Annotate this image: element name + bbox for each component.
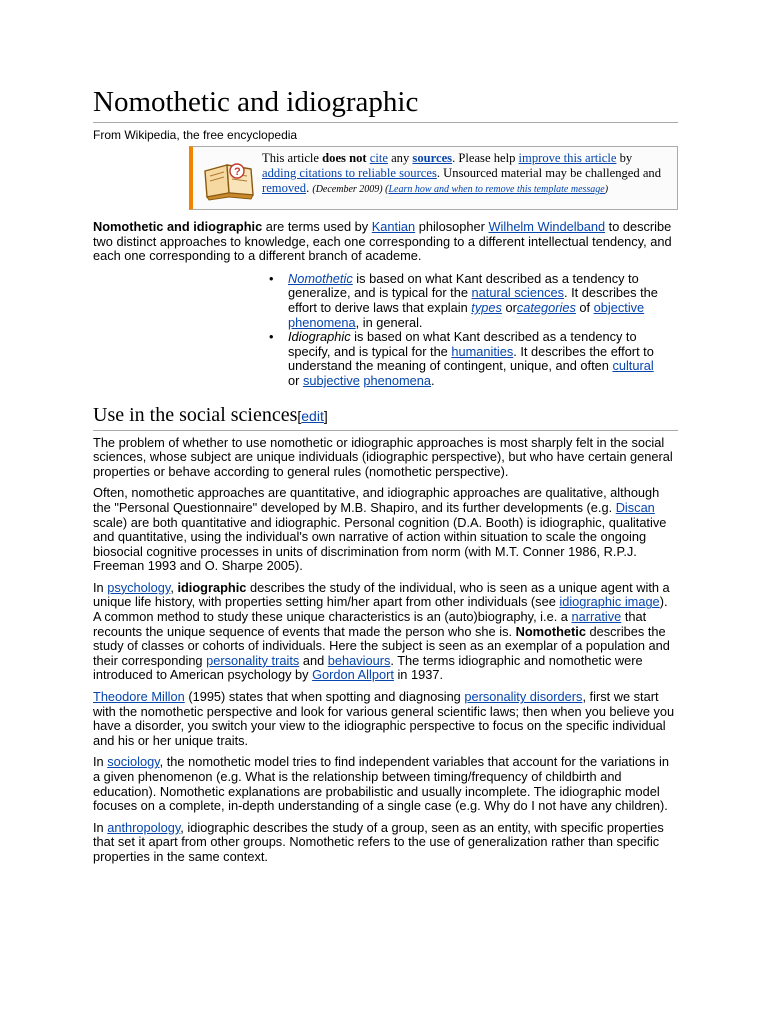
bullet-icon: •: [269, 329, 274, 345]
narrative-link[interactable]: narrative: [571, 609, 622, 625]
personality-traits-link[interactable]: personality traits: [206, 652, 300, 668]
learn-remove-link[interactable]: Learn how and when to remove this template message: [388, 184, 605, 195]
bullet-icon: •: [269, 270, 274, 286]
sociology-link[interactable]: sociology: [107, 754, 160, 770]
sources-link[interactable]: sources: [412, 151, 453, 165]
discan-link[interactable]: Discan: [615, 499, 655, 515]
types-link[interactable]: types: [471, 299, 502, 315]
phenomena-link[interactable]: phenomena: [363, 372, 432, 388]
paragraph-sociology: In sociology, the nomothetic model tries to find independent variables that account for the variations in a given phenomenon (e.g. What is the relationship between timing/frequency of childbirth and education). Nomothetic explanations are probabilistic and usually incomplete. The idiographic model focuses on a complete, in-depth understanding of a single case (e.g. Why do I not have any children).: [93, 754, 669, 814]
categories-link[interactable]: categories: [516, 299, 576, 315]
paragraph-problem: The problem of whether to use nomothetic or idiographic approaches is most sharply felt in the social sciences, whose subject are unique individuals (idiographic perspective), but who have certain general properties or behave according to general rules (nomothetic perspective).: [93, 434, 673, 479]
anthropology-link[interactable]: anthropology: [107, 819, 181, 835]
paragraph-anthropology: In anthropology, idiographic describes the study of a group, seen as an entity, with specific properties that set it apart from other groups. Nomothetic refers to the use of generalization rather than specific properties in the same context.: [93, 819, 664, 864]
page-title: Nomothetic and idiographic: [93, 84, 678, 123]
definition-list: [269, 272, 664, 389]
behaviours-link[interactable]: behaviours: [327, 652, 391, 668]
kantian-link[interactable]: Kantian: [371, 219, 416, 234]
idiographic-image-link[interactable]: idiographic image: [559, 594, 660, 610]
edit-bracket: [edit]: [297, 407, 328, 424]
removed-link[interactable]: removed: [262, 181, 307, 195]
natural-sciences-link[interactable]: natural sciences: [471, 285, 565, 301]
list-item: • Idiographic is based on what Kant described as a tendency to specify, and is typical for the humanities. It describes the effort to understand the meaning of contingent, unique, and often cultural or subjective phenomena.: [269, 329, 654, 388]
notice-text: This article does not cite any sources. Please help improve this article by adding citations to reliable sources. Unsourced material may be challenged and removed. (December 2009) (Learn how and when to remove this template message): [262, 151, 662, 195]
svg-text:?: ?: [234, 166, 241, 178]
millon-link[interactable]: Theodore Millon: [93, 689, 185, 705]
cite-link[interactable]: cite: [369, 151, 388, 165]
unreferenced-notice: [189, 146, 678, 210]
windelband-link[interactable]: Wilhelm Windelband: [488, 219, 606, 234]
paragraph-psychology: In psychology, idiographic describes the study of the individual, who is seen as a unique agent with a unique life history, with properties setting him/her apart from other individuals (see idiographic image). A common method to study these unique characteristics is an (auto)biography, i.e. a narrative that recounts the unique sequence of events that made the person who she is. Nomothetic describes the study of classes or cohorts of individuals. Here the subject is seen as an exemplar of a population and their corresponding personality traits and behaviours. The terms idiographic and nomothetic were introduced to American psychology by Gordon Allport in 1937.: [93, 579, 670, 683]
article: [93, 84, 678, 865]
improve-link[interactable]: improve this article: [518, 151, 617, 165]
allport-link[interactable]: Gordon Allport: [312, 667, 394, 683]
edit-link[interactable]: edit: [301, 407, 324, 424]
personality-disorders-link[interactable]: personality disorders: [464, 689, 583, 705]
section-heading: Use in the social sciences[edit]: [93, 402, 678, 431]
paragraph-quantitative: Often, nomothetic approaches are quantitative, and idiographic approaches are qualitative, although the "Personal Questionnaire" developed by M.B. Shapiro, and its further developments (e.g. Discan scale) are both quantitative and idiographic. Personal cognition (D.A. Booth) is idiographic, qualitative and quantitative, using the individual's own narrative of action within situation to scale the ongoing biosocial cognitive processes in units of discrimination from norm (with M.T. Conner 1986, R.P.J. Freeman 1993 and O. Sharpe 2005).: [93, 485, 667, 574]
adding-citations-link[interactable]: adding citations to reliable sources: [262, 166, 437, 180]
tagline: From Wikipedia, the free encyclopedia: [93, 128, 298, 142]
objective-phenomena-link[interactable]: objective phenomena: [288, 299, 645, 330]
nomothetic-link[interactable]: Nomothetic: [288, 270, 353, 286]
list-item: • Nomothetic is based on what Kant described as a tendency to generalize, and is typical for the natural sciences. It describes the effort to derive laws that explain types orcategories of objective phenomena, in general.: [269, 270, 658, 330]
humanities-link[interactable]: humanities: [451, 343, 514, 359]
book-icon: [201, 157, 257, 201]
psychology-link[interactable]: psychology: [107, 579, 171, 595]
cultural-link[interactable]: cultural: [612, 358, 654, 374]
intro-paragraph: Nomothetic and idiographic are terms used by Kantian philosopher Wilhelm Windelband to describe two distinct approaches to knowledge, each one corresponding to a different intellectual tendency, and each one corresponding to a different branch of academe.: [93, 219, 672, 264]
subjective-link[interactable]: subjective: [302, 372, 360, 388]
paragraph-millon: Theodore Millon (1995) states that when spotting and diagnosing personality disorders, first we start with the nomothetic perspective and look for various general scientific laws; then when you believe you have a disorder, you switch your view to the idiographic perspective to focus on the specific individual and his or her unique traits.: [93, 689, 675, 748]
